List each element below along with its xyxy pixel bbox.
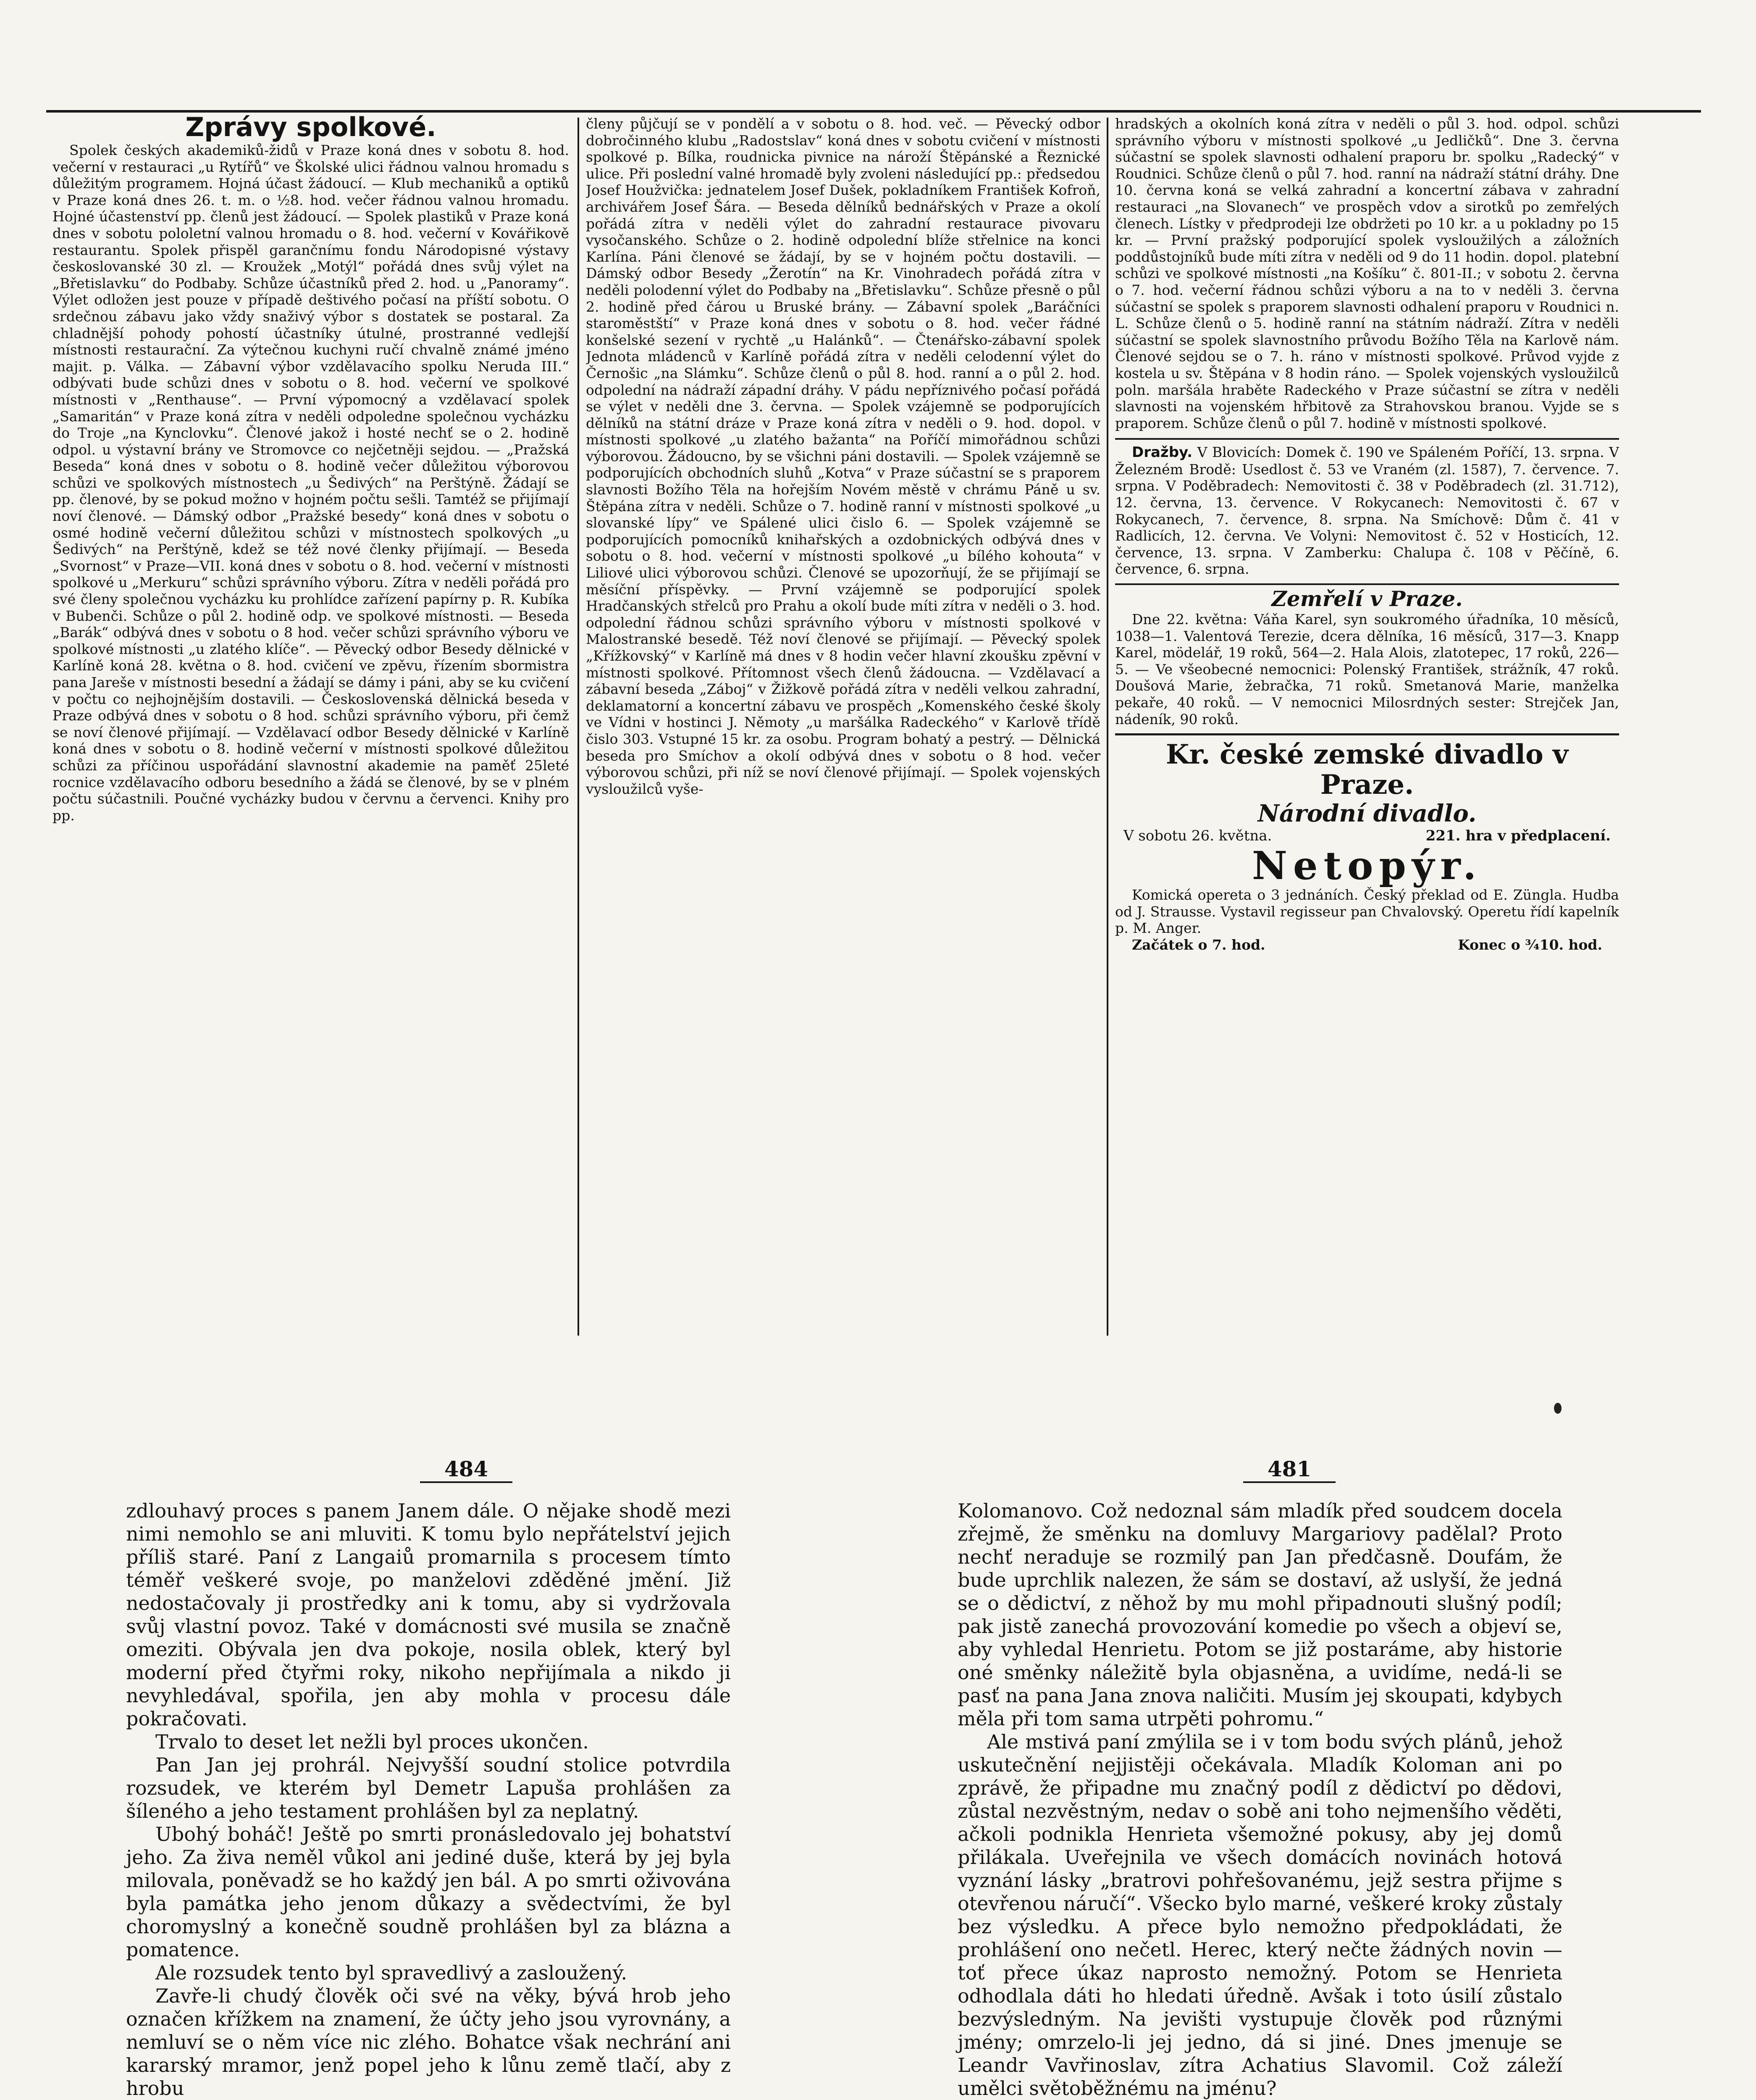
- story-right-column: [958, 1499, 1562, 2100]
- column-3-top-text: hradských a okolních koná zítra v neděli o půl 3. hod. odpol. schůzi správního výboru v místnosti spolkové „u Jedličků“. Dne 3. června súčastní se spolek slavnosti odhalení praporu br. spolku „Radecký“ v Roudnici. Schůze členů o půl 7. hod. ranní na nádraží státní dráhy. Dne 10. června koná se velká zahradní a koncertní zábava v zahradní restauraci „na Slovanech“ ve prospěch vdov a sirotků po zemřelých členech. Lístky v předprodeji lze obdržeti po 10 kr. a u pokladny po 15 kr. — První pražský podporující spolek vysloužilých a záložních poddůstojníků bude míti zítra v neděli od 9 do 11 hodin. dopol. platební schůzi ve spolkové místnosti „na Košíku“ č. 801-II.; v sobotu 2. června o 7. hod. večerní řádnou schůzi výboru a na to v neděli 3. června súčastní se spolek s praporem slavnosti odhalení praporu v Roudnici n. L. Schůze členů o 5. hodině ranní na státním nádraží. Zítra v neděli súčastní se spolek slavnostního průvodu Božího Těla na Karlově nám. Členové sejdou se o 7. h. ráno v místnosti spolkové. Průvod vyjde z kostela u sv. Štěpána v 8 hodin ráno. — Spolek vojenských vysloužilců poln. maršála hraběte Radeckého v Praze súčastní se zítra v neděli slavnosti na vojenském hřbitově za Strahovskou branou. Vyjde se s praporem. Schůze členů o půl 7. hodině v místnosti spolkové.: [1115, 116, 1619, 431]
- scan-speck: [1554, 1403, 1562, 1414]
- drazby-text: V Blovicích: Domek č. 190 ve Spáleném Poříčí, 13. srpna. V Železném Brodě: Usedlost č. 53 ve Vraném (zl. 1587), 7. července. 7. srpna. V Poděbradech: Nemovitosti č. 38 v Poděbradech (zl. 31.712), 12. června, 13. července. V Rokycanech: Nemovitosti č. 67 v Rokycanech, 7. července, 8. srpna. Na Smíchově: Dům č. 41 v Radlicích, 12. června. Ve Volyni: Nemovitost č. 52 v Hosticích, 12. července, 13. srpna. V Zamberku: Chalupa č. 108 v Pěčíně, 6. července, 6. srpna.: [1115, 444, 1619, 578]
- divider-zemreli: [1115, 583, 1619, 585]
- column-1: [52, 113, 569, 1339]
- zemreli-text: Dne 22. května: Váňa Karel, syn soukromého úřadníka, 10 měsíců, 1038—1. Valentová Terezie, dcera dělníka, 16 měsíců, 317—3. Knapp Karel, mödelář, 19 roků, 564—2. Hala Alois, zlatotepec, 17 roků, 226—5. — Ve všeobecné nemocnici: Polenský František, strážník, 47 roků. Doušová Marie, žebračka, 71 roků. Smetanová Marie, manželka pekaře, 40 roků. — V nemocnici Milosrdných sester: Strejček Jan, nádeník, 90 roků.: [1115, 611, 1619, 727]
- story-right-paragraph: Kolomanovo. Což nedoznal sám mladík před soudcem docela zřejmě, že směnku na domluvy Margariovy padělal? Proto nechť neraduje se rozmilý pan Jan předčasně. Doufám, že bude uprchlik nalezen, že sám se dostaví, až uslyší, že jedná se o dědictví, z něhož by mu mohl připadnouti slušný podíl; pak jistě zanechá provozování komedie po všech a objeví se, aby vyhledal Henrietu. Potom se již postaráme, aby historie oné směnky náležitě byla objasněna, a uvidíme, nedá-li se pasť na pana Jana znova naličiti. Musím jej skoupati, kdybych měla při tom sama utrpěti pohromu.“: [958, 1499, 1562, 1730]
- drazby-heading: Dražby.: [1132, 444, 1193, 461]
- drazby-block: [1115, 444, 1619, 578]
- theatre-subscription: 221. hra v předplacení.: [1425, 827, 1611, 845]
- column-divider-1: [577, 118, 579, 1336]
- theatre-date-row: [1115, 827, 1619, 845]
- theatre-start: Začátek o 7. hod.: [1132, 936, 1265, 953]
- theatre-play-title: Netopýr.: [1252, 843, 1483, 889]
- section-title-zpravy-spolkove: Zprávy spolkové.: [185, 113, 436, 142]
- story-left-column: [126, 1499, 731, 2100]
- theatre-date: V sobotu 26. května.: [1123, 827, 1272, 845]
- story-right-paragraph: Ale mstivá paní zmýlila se i v tom bodu svých plánů, jehož uskutečnění nejjistěji očekávala. Mladík Koloman ani po zprávě, že připadne mu značný podíl z dědictví po dědovi, zůstal nezvěstným, nedav o sobě ani toho nejmenšího věděti, ačkoli podnikla Henrieta všemožné pokusy, aby jej domů přilákala. Uveřejnila ve všech domácích novinách hotová vyznání lásky „bratrovi pohřešovanému, jejž sestra přijme s otevřenou náručí“. Všecko bylo marné, veškeré kroky zůstaly bez výsledku. A přece bylo nemožno předpokládati, že prohlášení ono nečetl. Herec, který nečte žádných novin — toť přece úkaz naprosto nemožný. Potom se Henrieta odhodlala dáti ho hledati úředně. Avšak i toto úsilí zůstalo bezvýsledným. Na jevišti vystupuje člověk pod různými jmény; omrzelo-li jej jedno, dá si jiné. Dnes jmenuje se Leandr Vavřinoslav, zítra Achatius Slavomil. Což záleží umělci světoběžnému na jménu?: [958, 1730, 1562, 2100]
- column-divider-2: [1107, 118, 1108, 1336]
- theatre-title: Kr. české zemské divadlo v Praze.: [1165, 739, 1569, 801]
- column-3: [1115, 116, 1619, 1342]
- page-number-left: 484: [420, 1457, 512, 1483]
- story-left-paragraph: Ubohý boháč! Ještě po smrti pronásledovalo jej bohatství jeho. Za živa neměl vůkol ani jediné duše, která by jej byla milovala, poněvadž se ho každý jen bál. A po smrti oživována byla památka jeho jenom důkazy a svědectvími, že byl choromyslný a konečně soudně prohlášen byl za blázna a pomatence.: [126, 1823, 731, 1961]
- section-title-zemreli: Zemřelí v Praze.: [1271, 586, 1463, 612]
- column-2-text: členy půjčují se v pondělí a v sobotu o 8. hod. več. — Pěvecký odbor dobročinného klubu „Radostslav“ koná dnes v sobotu cvičení v místnosti spolkové p. Bílka, roudnicka pivnice na nároží Štěpánské a Řeznické ulice. Při poslední valné hromadě byly zvoleni následující pp.: předsedou Josef Houžvička: jednatelem Josef Dušek, pokladníkem František Kofroň, archivářem Josef Šára. — Beseda dělníků bednářských v Praze a okolí pořádá zítra v neděli výlet do zahradní restaurace pivovaru vysočanského. Schůze o 2. hodině odpolední blíže střelnice na konci Karlína. Páni členové se žádají, by se v hojném počtu dostavili. — Dámský odbor Besedy „Žerotín“ na Kr. Vinohradech pořádá zítra v neděli polodenní výlet do Podbaby na „Břetislavku“. Schůze přesně o půl 2. hodině před čárou u Bruské brány. — Zábavní spolek „Baráčníci staroměstští“ v Praze koná dnes v sobotu o 8. hod. večer řádné konšelské sezení v rychtě „u Halánků“. — Čtenářsko-zábavní spolek Jednota mládenců v Karlíně pořádá zítra v neděli celodenní výlet do Černošic „na Slámku“. Schůze členů o půl 8. hod. ranní a o půl 2. hod. odpolední na nádraží západní dráhy. V pádu nepříznivého počasí pořádá se výlet v neděli dne 3. června. — Spolek vzájemně se podporujících dělníků na státní dráze v Praze koná zítra v neděli o 9. hod. dopol. v místnosti spolkové „u zlatého bažanta“ na Poříčí mimořádnou schůzi výborovou. Žádoucno, by se všichni páni dostavili. — Spolek vzájemně se podporujících obchodních sluhů „Kotva“ v Praze súčastní se s praporem slavnosti Božího Těla na hořejším Novém městě v chrámu Páně u sv. Štěpána zítra v neděli. Schůze o 7. hodině ranní v místnosti spolkové „u slovanské lípy“ ve Spálené ulici čislo 6. — Spolek vzájemně se podporujících pomocníků knihařských a ozdobnických odbývá dnes v sobotu o 8. hod. večerní v místnosti spolkové „u bílého kohouta“ v Liliové ulici výborovou schůzi. Členové se upozorňují, že se přijímají se měsíční příspěvky. — První vzájemně se podporující spolek Hradčanských střelců pro Prahu a okolí bude míti zítra v neděli o 3. hod. odpolední řádnou schůzi správního výboru v místnosti spolkové v Malostranské besedě. Též noví členové se přijímají. — Pěvecký spolek „Křížkovský“ v Karlíně má dnes v 8 hodin večer hlavní zkoušku zpěvní v místnosti spolkové. Přítomnost všech členů žádoucna. — Vzdělavací a zábavní beseda „Záboj“ v Žižkově pořádá zítra v neděli velkou zahradní, deklamatorní a koncertní zábavu ve prospěch „Komenského české školy ve Vídni v hostinci J. Němoty „u maršálka Radeckého“ v Karlově třídě čislo 303. Vstupné 15 kr. za osobu. Program bohatý a pestrý. — Dělnická beseda pro Smíchov a okolí odbývá dnes v sobotu o 8 hod. večer výborovou schůzi, při níž se noví členové přijímají. — Spolek vojenských vysloužilců vyše-: [586, 116, 1100, 797]
- column-2: [586, 116, 1100, 1342]
- story-left-paragraph: zdlouhavý proces s panem Janem dále. O nějake shodě mezi nimi nemohlo se ani mluviti. K tomu bylo nepřátelství jejich příliš staré. Paní z Langaiů promarnila s procesem tímto téměř veškeré svoje, po manželovi zděděné jmění. Již nedostačovaly ji prostředky ani k tomu, aby si vydržovala svůj vlastní povoz. Také v domácnosti své musila se značně omeziti. Obývala jen dva pokoje, nosila oblek, který byl moderní před čtyřmi roky, nikoho nepřijímala a nikdo ji nevyhledával, spořila, jen aby mohla v procesu dále pokračovati.: [126, 1499, 731, 1730]
- story-left-paragraph: Zavře-li chudý člověk oči své na věky, bývá hrob jeho označen křížkem na znamení, že účty jeho jsou vyrovnány, a nemluví se o něm více nic zlého. Bohatce však nechrání ani kararský mramor, jenž popel jeho k lůnu země tlačí, aby z hrobu: [126, 1984, 731, 2100]
- story-left-paragraph: Pan Jan jej prohrál. Nejvyšší soudní stolice potvrdila rozsudek, ve kterém byl Demetr Lapuša prohlášen za šíleného a jeho testament prohlášen byl za neplatný.: [126, 1754, 731, 1822]
- divider-theatre: [1115, 733, 1619, 735]
- story-left-paragraph: Trvalo to deset let nežli byl proces ukončen.: [155, 1730, 589, 1753]
- theatre-text: Komická opereta o 3 jednáních. Český překlad od E. Züngla. Hudba od J. Strausse. Vystavil regisseur pan Chvalovský. Operetu řídí kapelník p. M. Anger.: [1115, 887, 1619, 937]
- page-number-right: 481: [1243, 1457, 1336, 1483]
- story-left-paragraph: Ale rozsudek tento byl spravedlivý a zasloužený.: [155, 1961, 627, 1984]
- theatre-subtitle: Národní divadlo.: [1257, 800, 1477, 828]
- theatre-end: Konec o ¾10. hod.: [1458, 936, 1602, 953]
- theatre-times-row: [1115, 937, 1619, 953]
- column-1-text: Spolek českých akademiků-židů v Praze koná dnes v sobotu 8. hod. večerní v restauraci „u Rytířů“ ve Školské ulici řádnou valnou hromadu s důležitým programem. Hojná účast žádoucí. — Klub mechaniků a optiků v Praze koná dnes 26. t. m. o ½8. hod. večer řádnou valnou hromadu. Hojné účastenství pp. členů jest žádoucí. — Spolek plastiků v Praze koná dnes v sobotu pololetní valnou hromadu o 8. hod. večerní v Kovářikově restaurantu. Spolek přispěl garančnímu fondu Národopisné výstavy českoslovanské 30 zl. — Kroužek „Motýl“ pořádá dnes svůj výlet na „Břetislavku“ do Podbaby. Schůze účastníků před 2. hod. u „Panoramy“. Výlet odložen jest pouze v případě deštivého počasí na příští sobotu. O srdečnou zábavu jako vždy snaživý výbor s dostatek se postaral. Za chladnější pohody pohostí účastníky útulné, prostranné vedlejší místnosti restaurační. Za výtečnou kuchyni ručí chvalně známé jméno majit. p. Válka. — Zábavní výbor vzdělavacího spolku Neruda III.“ odbývati bude schůzi dnes v sobotu o 8. hod. večerní ve spolkové místnosti v „Renthause“. — První výpomocný a vzdělavací spolek „Samaritán“ v Praze koná zítra v neděli odpoledne společnou vycházku do Troje „na Kynclovku“. Členové jakož i hosté nechť se o 2. hodině odpol. u výstavní brány ve Stromovce co nejčetněji sejdou. — „Pražská Beseda“ koná dnes v sobotu o 8. hodině večer důležitou výborovou schůzi ve spolkových místnostech „u Šedivých“ na Perštýně. Žádají se pp. členové, by se pokud možno v hojném počtu sešli. Tamtéž se přijímají noví členové. — Dámský odbor „Pražské besedy“ koná dnes v sobotu o osmé hodině večerní důležitou schůzi v místnostech spolkových „u Šedivých“ na Perštýně, kdež se též nové členky přijímají. — Beseda „Svornost“ v Praze—VII. koná dnes v sobotu o 8. hod. večerní v místnosti spolkové u „Merkuru“ schůzi správního výboru. Zítra v neděli pořádá pro své členy společnou vycházku ku prohlídce zařízení papírny p. R. Kubíka v Bubenči. Schůze o půl 2. hodině odp. ve spolkové místnosti. — Beseda „Barák“ odbývá dnes v sobotu o 8 hod. večer schůzi správního výboru ve spolkové místnosti „u zlatého klíče“. — Pěvecký odbor Besedy dělnické v Karlíně koná 28. května o 8. hod. cvičení ve zpěvu, řízením sbormistra pana Jareše v místnosti besední a žádají se dámy i páni, aby se ku cvičení v počtu co nejhojnějším dostavili. — Československá dělnická beseda v Praze odbývá dnes v sobotu o 8 hod. schůzi správního výboru, při čemž se noví členové přijímají. — Vzdělavací odbor Besedy dělnické v Karlíně koná dnes v sobotu o 8. hodině večerní v místnosti spolkové důležitou schůzi za příčinou uspořádání slavnostní akademie na paměť 25leté rocnice vzdělavacího odboru besedního a žádá se členové, by se v plném počtu súčastnili. Poučné vycházky budou v červnu a červenci. Knihy pro pp.: [52, 142, 569, 824]
- divider-drazby: [1115, 438, 1619, 440]
